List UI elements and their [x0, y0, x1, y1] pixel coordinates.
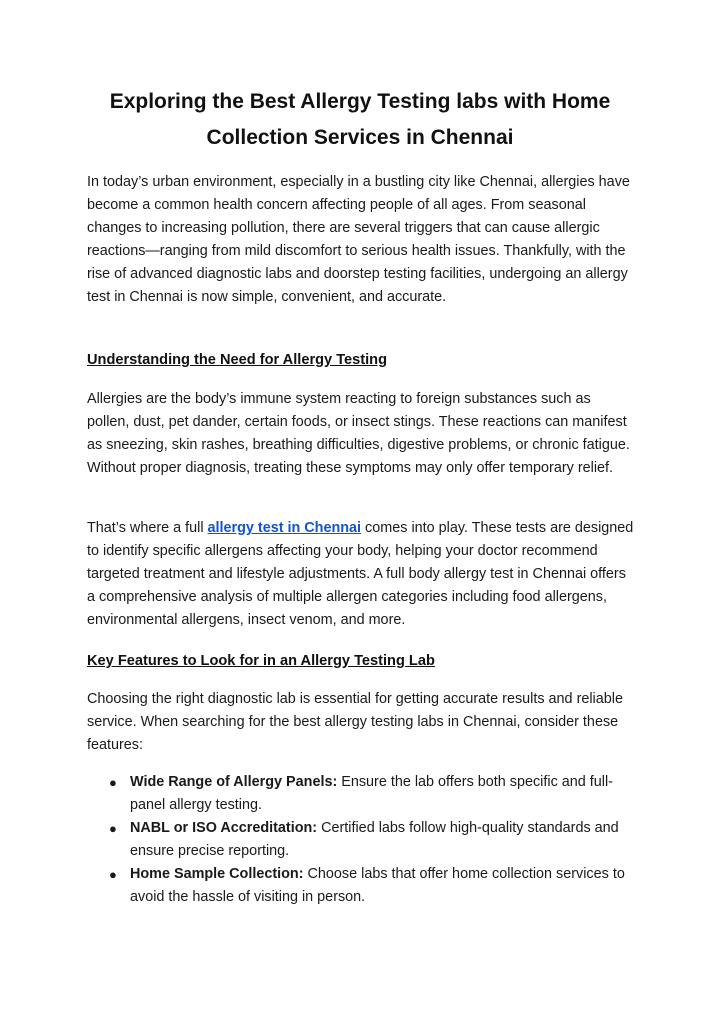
bullet-icon: ●	[109, 867, 117, 882]
list-item	[87, 863, 647, 909]
features-list	[87, 771, 647, 909]
list-item-text: Certified labs follow high-quality standards and ensure precise reporting.	[130, 820, 619, 859]
page-title-line-1: Exploring the Best Allergy Testing labs with Home	[109, 90, 611, 113]
section-heading-need: Understanding the Need for Allergy Testing	[87, 352, 388, 368]
allergies-paragraph: Allergies are the body’s immune system reacting to foreign substances such as pollen, dust, pet dander, certain foods, or insect stings. These reactions can manifest as sneezing, skin rashes, breathing difficulties, digestive problems, or chronic fatigue. Without proper diagnosis, treating these symptoms may only offer temporary relief.	[87, 391, 630, 476]
list-item-text: Ensure the lab offers both specific and full-panel allergy testing.	[130, 774, 613, 813]
intro-paragraph: In today’s urban environment, especially in a bustling city like Chennai, allergies have become a common health concern affecting people of all ages. From seasonal changes to increasing pollution, there are several triggers that can cause allergic reactions—ranging from mild discomfort to serious health issues. Thankfully, with the rise of advanced diagnostic labs and doorstep testing facilities, undergoing an allergy test in Chennai is now simple, convenient, and accurate.	[87, 174, 630, 305]
section-heading-features: Key Features to Look for in an Allergy Testing Lab	[87, 653, 435, 669]
list-item-label: Wide Range of Allergy Panels:	[130, 774, 338, 790]
page-title-line-2: Collection Services in Chennai	[206, 126, 514, 149]
list-item	[87, 817, 647, 863]
list-item-text: Choose labs that offer home collection services to avoid the hassle of visiting in person.	[130, 866, 625, 905]
list-item	[87, 771, 647, 817]
bullet-icon: ●	[109, 775, 117, 790]
list-item-label: NABL or ISO Accreditation:	[130, 820, 318, 836]
paragraph-text-after-link: comes into play. These tests are designed to identify specific allergens affecting your body, helping your doctor recommend targeted treatment and lifestyle adjustments. A full body allergy test in Chennai offers a comprehensive analysis of multiple allergen categories including food allergens, environmental allergens, insect venom, and more.	[87, 520, 634, 628]
bullet-icon: ●	[109, 821, 117, 836]
page-title	[60, 84, 660, 156]
list-item-label: Home Sample Collection:	[130, 866, 304, 882]
choosing-lab-paragraph: Choosing the right diagnostic lab is essential for getting accurate results and reliable service. When searching for the best allergy testing labs in Chennai, consider these features:	[87, 691, 623, 753]
allergy-test-chennai-link[interactable]: allergy test in Chennai	[207, 520, 362, 536]
paragraph-text-before-link: That’s where a full	[87, 520, 208, 536]
full-allergy-test-paragraph	[87, 517, 635, 632]
